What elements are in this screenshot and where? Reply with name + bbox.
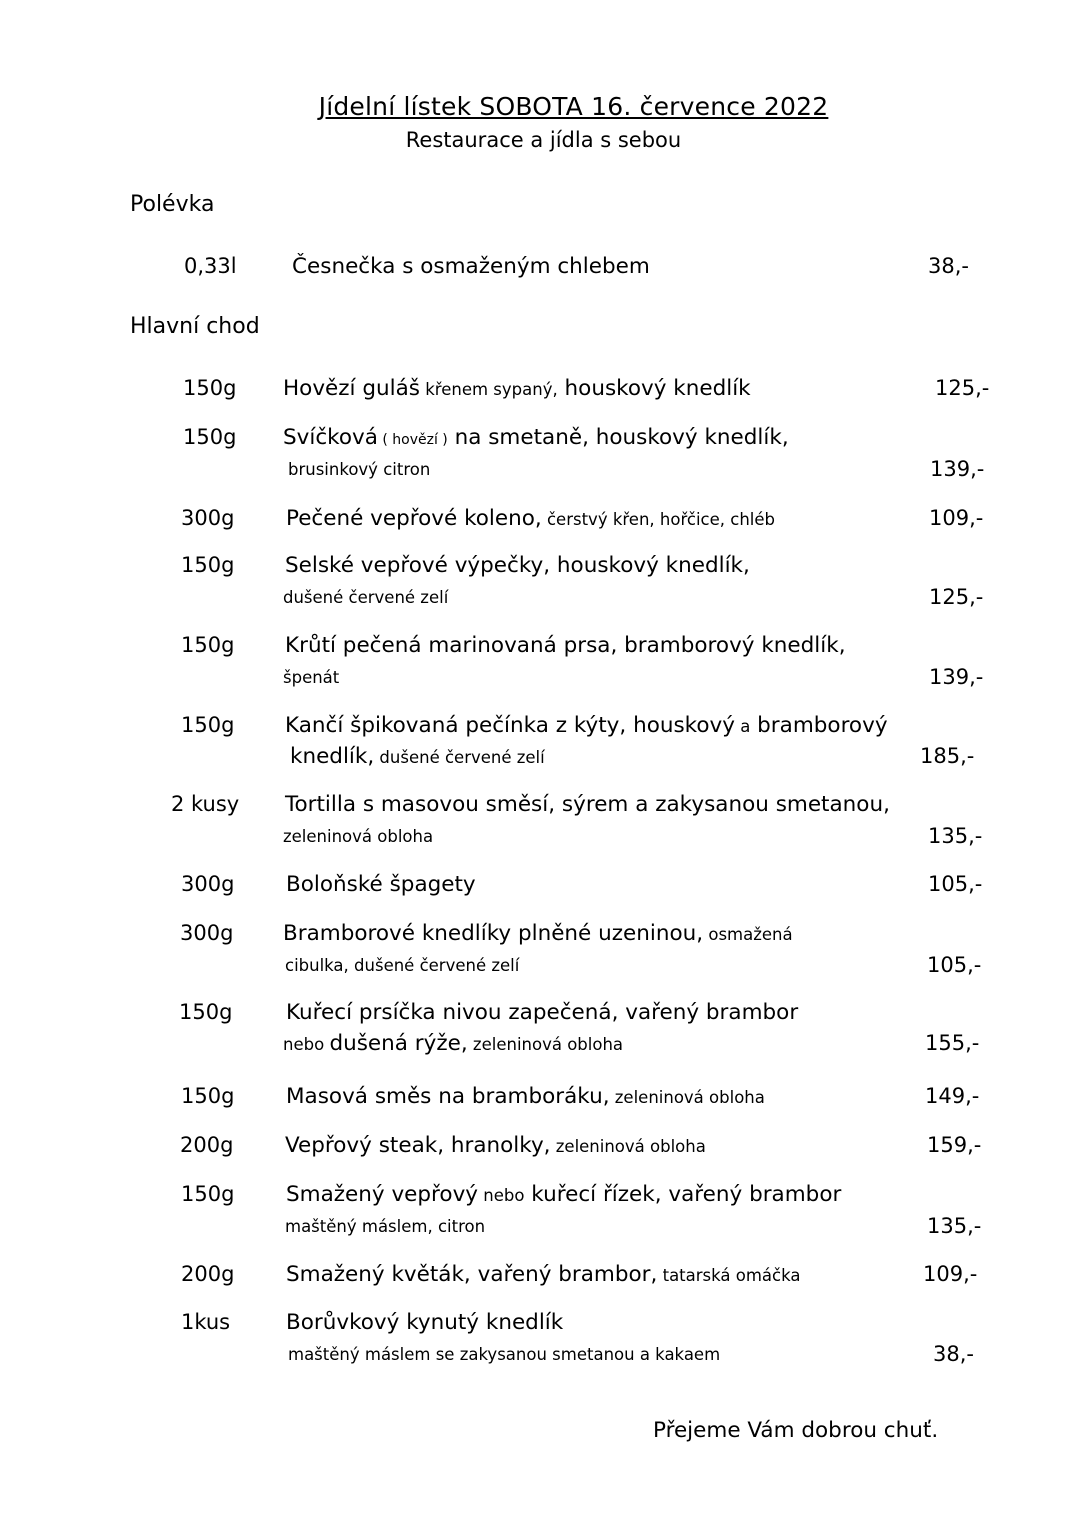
item-price: 105,- [928, 872, 983, 896]
item-price: 109,- [929, 506, 984, 530]
item-price: 135,- [927, 1214, 982, 1238]
item-price: 105,- [927, 953, 982, 977]
item-quantity: 150g [183, 376, 237, 400]
item-quantity: 200g [181, 1262, 235, 1286]
item-quantity: 150g [183, 425, 237, 449]
item-quantity: 300g [181, 872, 235, 896]
item-quantity: 150g [181, 1182, 235, 1206]
item-quantity: 150g [181, 713, 235, 737]
item-quantity: 1kus [181, 1310, 231, 1334]
item-name: Česnečka s osmaženým chlebem [292, 254, 650, 279]
item-name: Smažený květák, vařený brambor, tatarská omáčka [286, 1262, 801, 1287]
section-heading-main: Hlavní chod [130, 314, 260, 339]
item-name: Pečené vepřové koleno, čerstvý křen, hořčice, chléb [286, 506, 775, 531]
item-quantity: 2 kusy [171, 792, 240, 816]
item-price: 139,- [929, 665, 984, 689]
page-title: Jídelní lístek SOBOTA 16. července 2022 [318, 92, 829, 121]
item-price: 159,- [927, 1133, 982, 1157]
item-name: Masová směs na bramboráku, zeleninová obloha [286, 1084, 765, 1109]
item-quantity: 150g [181, 633, 235, 657]
item-quantity: 150g [181, 1084, 235, 1108]
item-description: maštěný máslem, citron [285, 1217, 486, 1236]
item-name: Boloňské špagety [286, 872, 476, 897]
item-name: Kančí špikovaná pečínka z kýty, houskový a bramborový [285, 713, 888, 738]
page-subtitle: Restaurace a jídla s sebou [405, 128, 682, 152]
item-name: Borůvkový kynutý knedlík [286, 1310, 564, 1335]
item-name: Hovězí guláš křenem sypaný, houskový knedlík [283, 376, 751, 401]
item-name: Bramborové knedlíky plněné uzeninou, osmažená [283, 921, 793, 946]
item-name: Smažený vepřový nebo kuřecí řízek, vařený brambor [286, 1182, 842, 1207]
item-quantity: 150g [181, 553, 235, 577]
item-price: 125,- [935, 376, 990, 400]
section-heading-soup: Polévka [130, 192, 215, 217]
item-name: Tortilla s masovou směsí, sýrem a zakysanou smetanou, [285, 792, 890, 817]
item-name-continued: knedlík, dušené červené zelí [290, 744, 545, 769]
item-name-continued: nebo dušená rýže, zeleninová obloha [283, 1031, 624, 1056]
item-price: 125,- [929, 585, 984, 609]
item-name: Kuřecí prsíčka nivou zapečená, vařený brambor [286, 1000, 799, 1025]
item-quantity: 300g [181, 506, 235, 530]
item-price: 109,- [923, 1262, 978, 1286]
closing-greeting: Přejeme Vám dobrou chuť. [653, 1418, 939, 1443]
item-quantity: 0,33l [184, 254, 237, 278]
item-price: 139,- [930, 457, 985, 481]
item-quantity: 200g [180, 1133, 234, 1157]
item-name: Selské vepřové výpečky, houskový knedlík, [285, 553, 750, 578]
item-quantity: 150g [179, 1000, 233, 1024]
item-description: dušené červené zelí [283, 588, 449, 607]
item-name: Krůtí pečená marinovaná prsa, bramborový knedlík, [285, 633, 846, 658]
item-quantity: 300g [180, 921, 234, 945]
item-price: 38,- [933, 1342, 974, 1366]
item-price: 185,- [920, 744, 975, 768]
item-description: brusinkový citron [288, 460, 431, 479]
item-description: špenát [283, 668, 340, 687]
item-description: maštěný máslem se zakysanou smetanou a kakaem [288, 1345, 721, 1364]
item-price: 135,- [928, 824, 983, 848]
item-name: Svíčková ( hovězí ) na smetaně, houskový knedlík, [283, 425, 789, 450]
item-price: 149,- [925, 1084, 980, 1108]
item-price: 38,- [928, 254, 969, 278]
item-description: zeleninová obloha [283, 827, 434, 846]
item-name: Vepřový steak, hranolky, zeleninová obloha [285, 1133, 706, 1158]
item-price: 155,- [925, 1031, 980, 1055]
item-description: cibulka, dušené červené zelí [285, 956, 520, 975]
